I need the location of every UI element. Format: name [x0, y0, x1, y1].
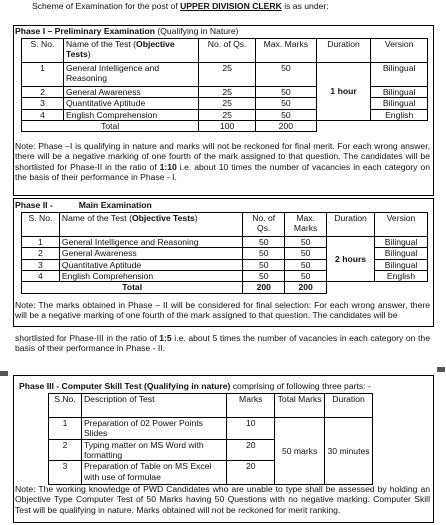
phase3-note: Note: The working knowledge of PWD Candidates who are unable to type shall be assessed by holding an Objective Type Computer Test of 50 Marks having 50 Questions with no negative marking. Computer Skill Test will be qualifying in nature. Marks obtained will not be reckoned for merit ranking. [15, 484, 430, 515]
table-row: 1 General Intelligence and Reasoning 50 50 2 hours Bilingual [22, 237, 428, 248]
col-marks: Max. Marks [255, 39, 316, 63]
col-version: Version [371, 39, 428, 63]
page-margin-mark [437, 367, 445, 372]
page-margin-mark [0, 371, 8, 376]
phase2-note: Note: The marks obtained in Phase – II will be considered for final selection: For each wrong answer, there will be a negative marking of one fourth of the mark assigned to that question. The candidates will be [15, 300, 430, 321]
table-row: 2 Typing matter on MS Word with formatting 20 [49, 439, 373, 461]
phase1-duration: 1 hour [316, 63, 371, 121]
table-row: 4 English Comprehension 25 50 English [22, 109, 428, 120]
table-row: 2 General Awareness 50 50 Bilingual [22, 248, 428, 259]
table-row: 1 General Intelligence and Reasoning 25 50 1 hour Bilingual [22, 63, 428, 87]
table-row: 3 Quantitative Aptitude 25 50 Bilingual [22, 98, 428, 109]
table-row: 1 Preparation of 02 Power Points Slides 10 50 marks 30 minutes [49, 418, 373, 440]
post-name: UPPER DIVISION CLERK [180, 1, 282, 11]
table-row: 4 English Comprehension 50 50 English [22, 270, 428, 281]
table-header-row: S.No. Description of Test Marks Total Marks Duration [49, 394, 373, 418]
table-row: 2 General Awareness 25 50 Bilingual [22, 87, 428, 98]
col-name: Name of the Test (Objective Tests) [63, 39, 198, 63]
phase2-title: Phase II - Main Examination [15, 200, 152, 210]
phase1-table [21, 38, 428, 132]
phase1-note: Note: Phase –I is qualifying in nature and marks will not be reckoned for final merit. For each wrong answer, there will be a negative marking of one fourth of the mark assigned to that question. The candidates will be shortlisted for Phase-II in the ratio of 1:10 i.e. about 10 times the number of vacancies in each category on the basis of their performance in Phase - I. [15, 141, 430, 182]
phase2-note-continued: shortlisted for Phase-III in the ratio of 1:5 i.e. about 5 times the number of vacancies in each category on the basis of their performance in Phase - II. [15, 333, 430, 354]
phase1-title: Phase I – Preliminary Examination (Qualifying in Nature) [15, 26, 239, 36]
table-row: 3 Preparation of Table on MS Excel with use of formulae 20 [49, 461, 373, 485]
table-total-row: Total 200 200 [22, 282, 428, 293]
phase3-table [48, 393, 373, 485]
table-header-row [22, 39, 428, 63]
table-header-row: S. No. Name of the Test (Objective Tests) No. of Qs. Max. Marks Duration Version [22, 213, 428, 237]
phase2-duration: 2 hours [327, 237, 375, 282]
col-sno: S. No. [22, 39, 64, 63]
table-total-row: Total 100 200 [22, 120, 428, 131]
col-qs: No. of Qs. [199, 39, 256, 63]
phase3-title: Phase III - Computer Skill Test (Qualifying in nature) comprising of following three parts: - [19, 381, 371, 391]
phase2-table [21, 212, 428, 294]
table-row: 3 Quantitative Aptitude 50 50 Bilingual [22, 259, 428, 270]
phase3-duration: 30 minutes [325, 418, 373, 485]
phase3-total-marks: 50 marks [275, 418, 325, 485]
col-duration: Duration [316, 39, 371, 63]
intro-line: Scheme of Examination for the post of UPPER DIVISION CLERK is as under: [32, 1, 329, 11]
